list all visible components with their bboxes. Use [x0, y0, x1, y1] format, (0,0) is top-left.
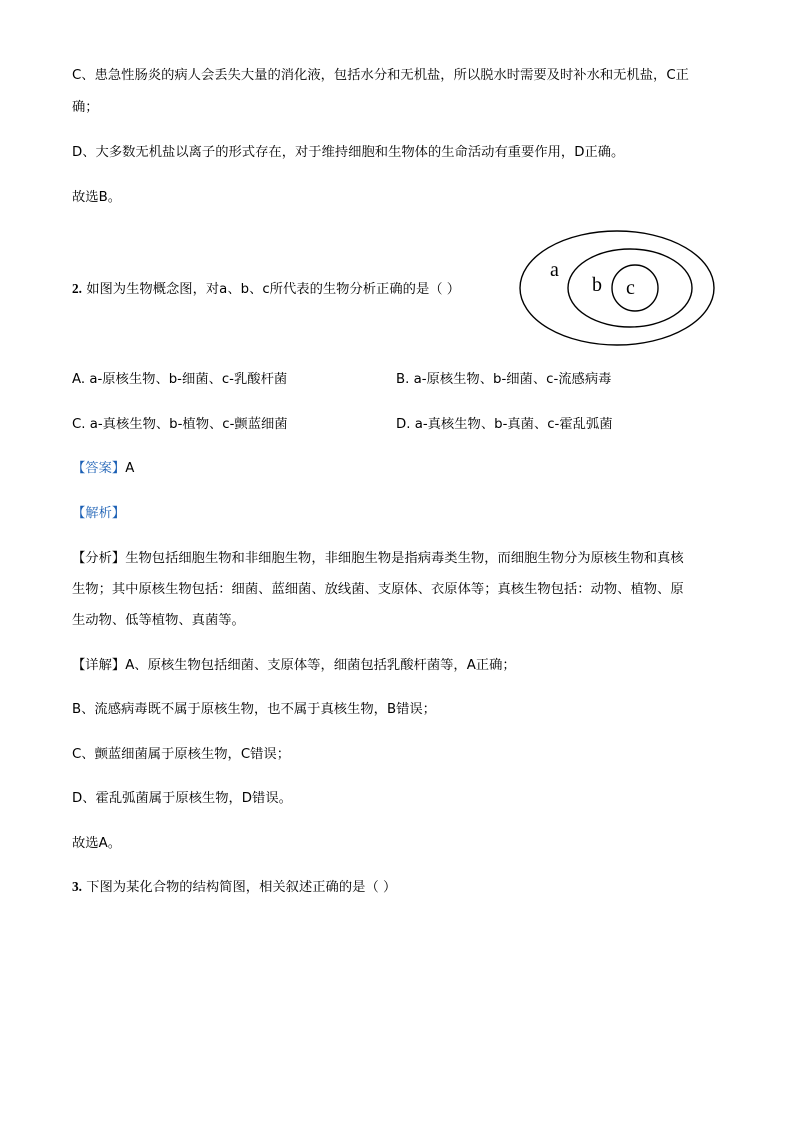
question-2-text: 如图为生物概念图，对a、b、c所代表的生物分析正确的是（ ） — [81, 282, 461, 297]
question-2-number: 2. — [72, 281, 82, 296]
answer-value: A — [125, 461, 135, 476]
label-a: a — [550, 259, 559, 281]
option-a: A. a-原核生物、b-细菌、c-乳酸杆菌 — [72, 372, 288, 387]
analysis-line3: 生动物、低等植物、真菌等。 — [72, 613, 245, 628]
question-3-text: 下图为某化合物的结构简图，相关叙述正确的是（ ） — [81, 880, 397, 895]
venn-diagram — [518, 228, 716, 348]
answer-tag: 【答案】 — [72, 461, 126, 476]
inner-circle-c — [612, 265, 658, 311]
analysis-text-1: 生物包括细胞生物和非细胞生物，非细胞生物是指病毒类生物，而细胞生物分为原核生物和真核 — [125, 551, 684, 566]
label-c: c — [626, 277, 635, 299]
analysis-label: 【分析】 — [72, 551, 126, 566]
choose-a-conclusion: 故选A。 — [72, 836, 121, 851]
question-2-stem — [72, 280, 460, 299]
d-option-explanation: D、大多数无机盐以离子的形式存在，对于维持细胞和生物体的生命活动有重要作用，D正确。 — [72, 145, 625, 160]
c-option-explanation-line1: C、患急性肠炎的病人会丢失大量的消化液，包括水分和无机盐，所以脱水时需要及时补水和无机盐，C正 — [72, 68, 689, 83]
detail-b-line: B、流感病毒既不属于原核生物，也不属于真核生物，B错误； — [72, 702, 436, 717]
option-d: D. a-真核生物、b-真菌、c-霍乱弧菌 — [396, 417, 613, 432]
outer-ellipse-a — [520, 231, 714, 345]
detail-label: 【详解】 — [72, 658, 126, 673]
option-b: B. a-原核生物、b-细菌、c-流感病毒 — [396, 372, 612, 387]
question-3-stem — [72, 878, 396, 897]
choose-b-conclusion: 故选B。 — [72, 190, 122, 205]
analysis-line2: 生物；其中原核生物包括：细菌、蓝细菌、放线菌、支原体、衣原体等；真核生物包括：动物、植物、原 — [72, 582, 684, 597]
analysis-tag: 【解析】 — [72, 506, 126, 521]
analysis-heading — [72, 505, 125, 523]
detail-d-line: D、霍乱弧菌属于原核生物，D错误。 — [72, 791, 292, 806]
question-3-number: 3. — [72, 879, 82, 894]
option-c: C. a-真核生物、b-植物、c-颤蓝细菌 — [72, 417, 288, 432]
label-b: b — [592, 274, 602, 296]
detail-a-text: A、原核生物包括细菌、支原体等，细菌包括乳酸杆菌等，A正确； — [125, 658, 516, 673]
answer-line — [72, 460, 134, 478]
detail-c-line: C、颤蓝细菌属于原核生物，C错误； — [72, 747, 291, 762]
detail-a-line — [72, 657, 516, 675]
c-option-explanation-line2: 确； — [72, 100, 99, 115]
analysis-line1 — [72, 550, 684, 568]
